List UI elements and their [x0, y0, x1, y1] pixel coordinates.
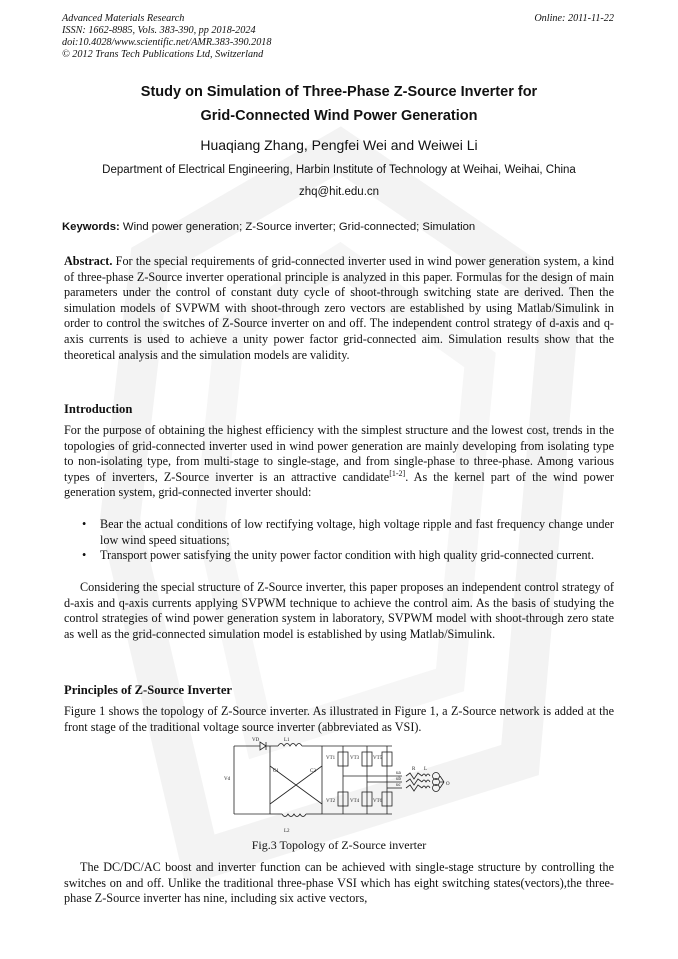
- citation-ref[interactable]: [1-2]: [389, 468, 406, 478]
- doi-line: doi:10.4028/www.scientific.net/AMR.383-390.2018: [62, 37, 272, 48]
- section-heading-principles: Principles of Z-Source Inverter: [64, 683, 232, 697]
- label-vt2: VT2: [326, 799, 336, 804]
- abstract-label: Abstract.: [64, 254, 113, 268]
- intro-paragraph-1: [64, 423, 614, 501]
- paper-title: [62, 80, 616, 128]
- list-item-text: Bear the actual conditions of low rectifying voltage, high voltage ripple and fast frequency change under low wind speed situations;: [100, 517, 614, 547]
- label-l: L: [424, 767, 428, 772]
- journal-metadata: [62, 13, 271, 61]
- label-o: O: [446, 782, 450, 787]
- label-ua: ua: [396, 771, 401, 776]
- label-vd: Vd: [224, 777, 231, 782]
- label-vt1: VT1: [326, 756, 336, 761]
- keywords-text: Wind power generation; Z-Source inverter; Grid-connected; Simulation: [119, 221, 476, 233]
- list-item-text: Transport power satisfying the unity power factor condition with high quality grid-connected current.: [100, 548, 595, 563]
- label-vt4: VT4: [350, 799, 360, 804]
- label-c1: C1: [273, 769, 279, 774]
- bullet-icon: •: [82, 548, 87, 563]
- keywords-label: Keywords:: [62, 221, 120, 233]
- issn-line: ISSN: 1662-8985, Vols. 383-390, pp 2018-2024: [62, 25, 256, 36]
- label-vt3: VT3: [350, 756, 360, 761]
- principles-paragraph-2: The DC/DC/AC boost and inverter function can be achieved with single-stage structure by controlling the switches on and off. Unlike the traditional three-phase VSI which has eight switching states(vectors),the three-phase Z-Source inverter has nine, including six active vectors,: [64, 860, 614, 906]
- title-line-1: Study on Simulation of Three-Phase Z-Source Inverter for: [140, 84, 538, 100]
- label-vd0: VD: [252, 738, 260, 743]
- author-list: Huaqiang Zhang, Pengfei Wei and Weiwei Li: [200, 137, 478, 153]
- label-ub: ub: [396, 777, 401, 782]
- z-source-topology-figure: [222, 736, 454, 834]
- principles-paragraph-1: Figure 1 shows the topology of Z-Source inverter. As illustrated in Figure 1, a Z-Source network is added at the front stage of the traditional voltage source inverter (abbreviated as VSI).: [64, 704, 614, 734]
- keywords: [62, 220, 616, 235]
- copyright-line: © 2012 Trans Tech Publications Ltd, Switzerland: [62, 49, 264, 60]
- list-item: [64, 548, 614, 564]
- label-vt5: VT5: [373, 756, 383, 761]
- label-c2: C2: [310, 769, 316, 774]
- journal-name: Advanced Materials Research: [62, 13, 185, 24]
- intro-p1-text: For the purpose of obtaining the highest efficiency with the simplest structure and the lowest cost, trends in the topologies of grid-connected inverter used in wind power generation are mainly developing from isolating type to non-isolating type, from multi-stage to single-stage, and from single-phase to three-phase. Among various types of inverters, Z-Source inverter is an attractive candidate: [64, 423, 614, 484]
- label-vt6: VT6: [373, 799, 383, 804]
- label-r: R: [412, 767, 416, 772]
- figure-caption: Fig.3 Topology of Z-Source inverter: [251, 838, 427, 852]
- intro-paragraph-2: Considering the special structure of Z-Source inverter, this paper proposes an independent control strategy of d-axis and q-axis currents applying SVPWM technique to achieve the control aim. As the basis of studying the control strategies of wind power generation system in laboratory, SVPWM model with shoot-through zero state as well as the grid-connected simulation model is established by using Matlab/Simulink.: [64, 580, 614, 641]
- affiliation: Department of Electrical Engineering, Harbin Institute of Technology at Weihai, Weihai, China: [102, 164, 576, 176]
- title-line-2: Grid-Connected Wind Power Generation: [200, 108, 478, 124]
- abstract: [64, 254, 614, 363]
- list-item: [64, 517, 614, 548]
- abstract-text: For the special requirements of grid-connected inverter used in wind power generation system, a kind of three-phase Z-Source inverter operational principle is analyzed in this paper. Formulas for the design of main parameters under the control of constant duty cycle of shoot-through switching state are derived. Then the simulation models of SVPWM with shoot-through zero vectors are established by using Matlab/Simulink in order to control the switches of Z-Source inverter on and off. The independent control strategy of d-axis and q-axis currents is used to achieve a unity power factor grid-connected aim. Simulation results show that the theoretical analysis and the simulation models are validity.: [64, 254, 614, 362]
- label-uc: uc: [396, 783, 401, 788]
- label-l1: L1: [284, 738, 290, 743]
- author-email[interactable]: zhq@hit.edu.cn: [298, 186, 380, 198]
- bullet-icon: •: [82, 517, 87, 531]
- label-l2: L2: [284, 829, 290, 834]
- online-date: Online: 2011-11-22: [534, 13, 614, 24]
- intro-p1-text-cont: . As the kernel part of the wind power generation system, grid-connected inverter should:: [64, 469, 614, 500]
- section-heading-introduction: Introduction: [64, 402, 133, 416]
- requirements-list: [64, 517, 614, 564]
